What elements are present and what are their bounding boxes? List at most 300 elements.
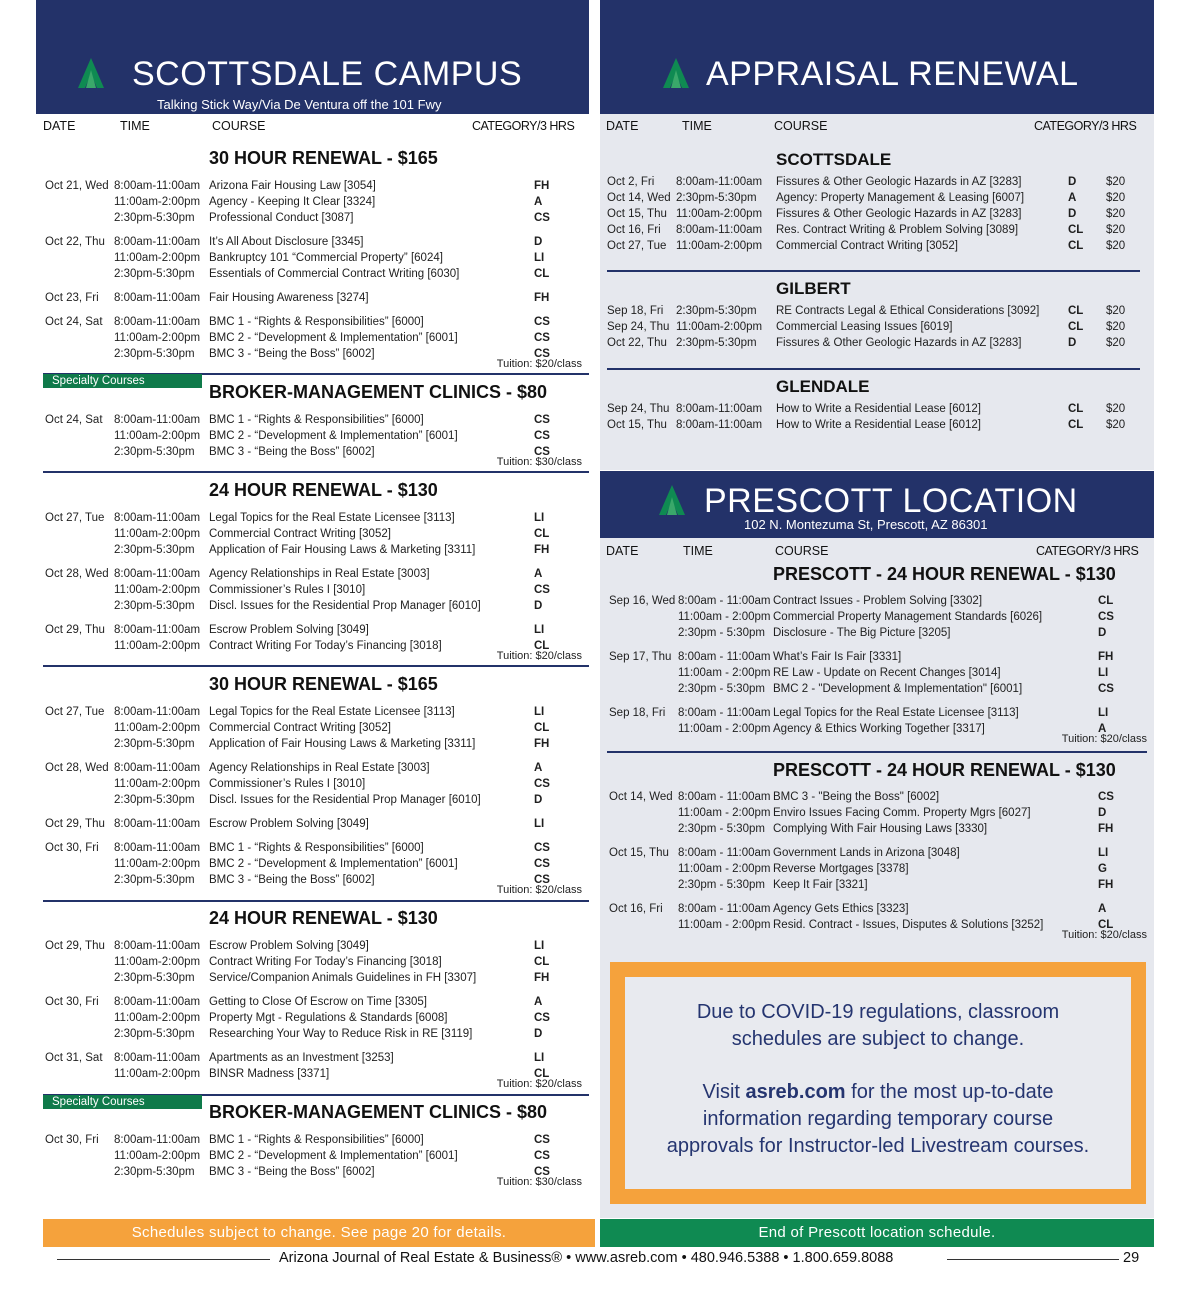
row-course: BMC 2 - “Development & Implementation” [6001] [209, 332, 458, 344]
row-category: LI [534, 1052, 545, 1064]
row-time: 2:30pm-5:30pm [114, 1028, 195, 1040]
row-date: Oct 30, Fri [45, 1134, 99, 1146]
row-category: CL [534, 640, 550, 652]
row-time: 8:00am-11:00am [114, 568, 201, 580]
row-category: CS [534, 778, 550, 790]
row-time: 11:00am - 2:00pm [678, 667, 771, 679]
header-time: TIME [683, 544, 713, 558]
row-category: CS [534, 858, 550, 870]
row-course: Apartments as an Investment [3253] [209, 1052, 394, 1064]
row-category: D [1098, 807, 1107, 819]
row-course: Disclosure - The Big Picture [3205] [773, 627, 951, 639]
row-time: 8:00am-11:00am [676, 176, 763, 188]
table-row [609, 845, 1149, 861]
row-category: FH [1098, 651, 1114, 663]
row-date: Oct 2, Fri [607, 176, 655, 188]
row-course: Service/Companion Animals Guidelines in FH [3307] [209, 972, 477, 984]
table-row [45, 1010, 585, 1026]
row-date: Oct 28, Wed [45, 762, 109, 774]
pine-tree-icon [78, 58, 104, 88]
row-time: 11:00am-2:00pm [676, 321, 763, 333]
row-category: CL [534, 722, 550, 734]
row-course: Agency & Ethics Working Together [3317] [773, 723, 985, 735]
table-row [45, 598, 585, 614]
prescott-column-headers [606, 544, 1152, 560]
pine-tree-icon [663, 58, 689, 88]
row-category: CS [534, 212, 550, 224]
table-row [609, 681, 1149, 697]
row-course: Keep It Fair [3321] [773, 879, 868, 891]
table-row [45, 760, 585, 776]
row-category: CL [1068, 305, 1084, 317]
row-time: 11:00am-2:00pm [676, 208, 763, 220]
table-row [45, 954, 585, 970]
row-time: 11:00am-2:00pm [114, 722, 201, 734]
row-time: 11:00am - 2:00pm [678, 807, 771, 819]
tuition-note: Tuition: $20/class [496, 650, 582, 662]
location-title: GILBERT [776, 279, 851, 298]
table-row [607, 206, 1147, 222]
row-price: $20 [1106, 403, 1126, 415]
row-course: Escrow Problem Solving [3049] [209, 624, 369, 636]
row-date: Oct 30, Fri [45, 996, 99, 1008]
tuition-note: Tuition: $20/class [496, 884, 582, 896]
table-row [45, 250, 585, 266]
row-category: CS [534, 1150, 550, 1162]
header-course: COURSE [775, 544, 829, 558]
section-divider [607, 270, 1140, 272]
row-category: CS [534, 446, 550, 458]
row-course: Contract Writing For Today’s Financing [3018] [209, 956, 442, 968]
row-category: FH [534, 544, 550, 556]
row-time: 2:30pm - 5:30pm [678, 627, 765, 639]
row-date: Oct 16, Fri [609, 903, 663, 915]
row-time: 11:00am-2:00pm [114, 584, 201, 596]
row-course: Reverse Mortgages [3378] [773, 863, 909, 875]
row-course: Fair Housing Awareness [3274] [209, 292, 369, 304]
row-date: Sep 16, Wed [609, 595, 676, 607]
row-course: BMC 3 - “Being the Boss” [6002] [209, 348, 375, 360]
row-category: CS [534, 584, 550, 596]
row-time: 11:00am-2:00pm [114, 332, 201, 344]
table-row [607, 222, 1147, 238]
table-row [607, 417, 1147, 433]
row-course: It’s All About Disclosure [3345] [209, 236, 364, 248]
row-category: CL [534, 268, 550, 280]
table-row [609, 861, 1149, 877]
table-row [45, 1050, 585, 1066]
table-row [609, 789, 1149, 805]
row-time: 8:00am-11:00am [114, 996, 201, 1008]
row-time: 8:00am-11:00am [114, 940, 201, 952]
table-row [607, 319, 1147, 335]
table-row [45, 720, 585, 736]
row-date: Oct 15, Thu [609, 847, 669, 859]
row-category: CL [534, 528, 550, 540]
row-category: D [534, 1028, 543, 1040]
row-course: How to Write a Residential Lease [6012] [776, 419, 981, 431]
row-course: Application of Fair Housing Laws & Marketing [3311] [209, 738, 476, 750]
section-title: BROKER-MANAGEMENT CLINICS - $80 [209, 382, 548, 402]
row-course: Agency Relationships in Real Estate [3003] [209, 568, 430, 580]
tuition-note: Tuition: $20/class [1061, 733, 1147, 745]
row-course: Agency Relationships in Real Estate [3003] [209, 762, 430, 774]
header-time: TIME [682, 119, 712, 133]
row-time: 8:00am-11:00am [114, 316, 201, 328]
notice-line-5: approvals for Instructor-led Livestream courses. [666, 1135, 1090, 1157]
row-course: Resid. Contract - Issues, Disputes & Solutions [3252] [773, 919, 1044, 931]
row-course: Application of Fair Housing Laws & Marketing [3311] [209, 544, 476, 556]
table-row [45, 736, 585, 752]
row-time: 11:00am-2:00pm [114, 196, 201, 208]
header-course: COURSE [212, 119, 266, 133]
section-title: 30 HOUR RENEWAL - $165 [209, 674, 438, 694]
row-date: Oct 30, Fri [45, 842, 99, 854]
row-time: 2:30pm-5:30pm [114, 794, 195, 806]
table-row [607, 174, 1147, 190]
row-time: 8:00am-11:00am [114, 180, 201, 192]
section-divider [43, 665, 589, 667]
table-row [45, 566, 585, 582]
location-title: SCOTTSDALE [776, 150, 892, 169]
row-course: Commercial Contract Writing [3052] [209, 528, 391, 540]
row-time: 2:30pm-5:30pm [676, 305, 757, 317]
row-category: CL [1068, 321, 1084, 333]
table-row [45, 776, 585, 792]
row-course: Fissures & Other Geologic Hazards in AZ [3283] [776, 176, 1022, 188]
row-time: 8:00am-11:00am [114, 624, 201, 636]
row-course: BMC 2 - “Development & Implementation” [6001] [209, 858, 458, 870]
row-course: Government Lands in Arizona [3048] [773, 847, 960, 859]
table-row [45, 314, 585, 330]
row-price: $20 [1106, 192, 1126, 204]
row-course: Enviro Issues Facing Comm. Property Mgrs [6027] [773, 807, 1031, 819]
row-course: Professional Conduct [3087] [209, 212, 354, 224]
row-date: Sep 18, Fri [609, 707, 666, 719]
row-category: FH [1098, 823, 1114, 835]
row-course: RE Contracts Legal & Ethical Considerations [3092] [776, 305, 1040, 317]
column-headers [43, 119, 589, 135]
row-course: Bankruptcy 101 “Commercial Property” [6024] [209, 252, 443, 264]
table-row [609, 625, 1149, 641]
row-time: 2:30pm - 5:30pm [678, 879, 765, 891]
row-time: 11:00am-2:00pm [114, 1150, 201, 1162]
row-date: Oct 27, Tue [45, 706, 105, 718]
header-date: DATE [606, 119, 639, 133]
row-course: BMC 2 - “Development & Implementation” [6001] [209, 430, 458, 442]
row-time: 8:00am-11:00am [114, 512, 201, 524]
row-course: What’s Fair Is Fair [3331] [773, 651, 902, 663]
row-time: 8:00am-11:00am [676, 224, 763, 236]
table-row [45, 266, 585, 282]
row-course: Commissioner’s Rules I [3010] [209, 584, 366, 596]
row-category: LI [1098, 847, 1109, 859]
row-time: 8:00am-11:00am [114, 706, 201, 718]
row-category: LI [534, 940, 545, 952]
row-date: Oct 29, Thu [45, 940, 105, 952]
row-time: 8:00am-11:00am [114, 236, 201, 248]
row-category: FH [534, 972, 550, 984]
table-row [607, 401, 1147, 417]
table-row [609, 877, 1149, 893]
row-course: Agency - Keeping It Clear [3324] [209, 196, 376, 208]
row-time: 8:00am-11:00am [114, 818, 201, 830]
header-date: DATE [606, 544, 639, 558]
row-category: A [534, 196, 543, 208]
row-price: $20 [1106, 337, 1126, 349]
table-row [45, 526, 585, 542]
row-time: 2:30pm-5:30pm [676, 192, 757, 204]
table-row [45, 994, 585, 1010]
appraisal-title: APPRAISAL RENEWAL [706, 55, 1079, 93]
row-date: Oct 29, Thu [45, 624, 105, 636]
table-row [45, 856, 585, 872]
row-category: LI [534, 252, 545, 264]
row-date: Oct 31, Sat [45, 1052, 103, 1064]
row-course: BMC 3 - “Being the Boss” [6002] [209, 874, 375, 886]
row-price: $20 [1106, 321, 1126, 333]
row-time: 11:00am - 2:00pm [678, 723, 771, 735]
row-time: 2:30pm-5:30pm [114, 268, 195, 280]
row-category: FH [534, 738, 550, 750]
row-price: $20 [1106, 176, 1126, 188]
row-date: Oct 16, Fri [607, 224, 661, 236]
table-row [45, 290, 585, 306]
row-time: 8:00am-11:00am [114, 842, 201, 854]
row-category: A [1098, 903, 1107, 915]
row-time: 8:00am - 11:00am [678, 595, 771, 607]
scottsdale-footer-note: Schedules subject to change. See page 20 for details. [43, 1219, 595, 1247]
row-category: CS [534, 332, 550, 344]
row-time: 8:00am-11:00am [114, 414, 201, 426]
row-category: D [1068, 176, 1077, 188]
row-course: BMC 2 - “Development & Implementation” [6001] [209, 1150, 458, 1162]
row-course: BMC 1 - “Rights & Responsibilities” [6000] [209, 316, 424, 328]
table-row [607, 190, 1147, 206]
row-course: Legal Topics for the Real Estate Licensee [3113] [209, 512, 455, 524]
scottsdale-banner [36, 0, 589, 114]
row-time: 11:00am-2:00pm [114, 956, 201, 968]
row-time: 8:00am - 11:00am [678, 707, 771, 719]
notice-line-1: Due to COVID-19 regulations, classroom [696, 1001, 1060, 1023]
row-category: FH [534, 180, 550, 192]
row-price: $20 [1106, 305, 1126, 317]
table-row [45, 1026, 585, 1042]
section-divider [607, 368, 1140, 370]
table-row [45, 510, 585, 526]
row-date: Oct 21, Wed [45, 180, 109, 192]
row-category: CS [534, 842, 550, 854]
row-time: 2:30pm-5:30pm [114, 544, 195, 556]
row-time: 11:00am-2:00pm [114, 640, 201, 652]
row-category: A [534, 568, 543, 580]
row-time: 8:00am-11:00am [114, 1134, 201, 1146]
table-row [609, 649, 1149, 665]
row-course: Legal Topics for the Real Estate Licensee [3113] [773, 707, 1019, 719]
notice-line-3: Visit asreb.com for the most up-to-date [702, 1081, 1054, 1103]
row-course: Fissures & Other Geologic Hazards in AZ [3283] [776, 208, 1022, 220]
table-row [45, 938, 585, 954]
row-category: A [534, 762, 543, 774]
row-course: BMC 1 - “Rights & Responsibilities” [6000] [209, 1134, 424, 1146]
row-category: D [1068, 208, 1077, 220]
row-date: Sep 24, Thu [607, 321, 670, 333]
table-row [45, 704, 585, 720]
table-row [45, 194, 585, 210]
row-time: 11:00am-2:00pm [114, 1012, 201, 1024]
table-row [609, 665, 1149, 681]
section-title: PRESCOTT - 24 HOUR RENEWAL - $130 [773, 760, 1116, 780]
row-category: CL [534, 956, 550, 968]
row-time: 8:00am - 11:00am [678, 847, 771, 859]
page-number: 29 [1123, 1250, 1140, 1266]
covid-notice [610, 962, 1146, 1204]
campus-address: Talking Stick Way/Via De Ventura off the 101 Fwy [157, 97, 442, 112]
row-date: Oct 14, Wed [609, 791, 673, 803]
table-row [609, 705, 1149, 721]
table-row [607, 335, 1147, 351]
row-time: 2:30pm - 5:30pm [678, 683, 765, 695]
row-time: 2:30pm-5:30pm [114, 212, 195, 224]
specialty-courses-tag: Specialty Courses [43, 1095, 202, 1109]
row-category: LI [1098, 667, 1109, 679]
row-time: 11:00am-2:00pm [114, 528, 201, 540]
section-title: PRESCOTT - 24 HOUR RENEWAL - $130 [773, 564, 1116, 584]
notice-line-4: information regarding temporary course [702, 1108, 1054, 1130]
row-category: CL [1068, 419, 1084, 431]
row-category: LI [534, 818, 545, 830]
table-row [45, 542, 585, 558]
prescott-banner [600, 471, 1154, 538]
row-category: CS [534, 1134, 550, 1146]
table-row [45, 970, 585, 986]
row-course: BMC 3 - “Being the Boss” [6002] [209, 1166, 375, 1178]
row-date: Oct 22, Thu [45, 236, 105, 248]
section-title: 24 HOUR RENEWAL - $130 [209, 908, 438, 928]
row-time: 2:30pm-5:30pm [114, 738, 195, 750]
header-category: CATEGORY/3 HRS [1034, 119, 1137, 133]
table-row [45, 412, 585, 428]
row-course: Property Mgt - Regulations & Standards [6008] [209, 1012, 448, 1024]
row-date: Oct 24, Sat [45, 414, 103, 426]
row-course: Fissures & Other Geologic Hazards in AZ [3283] [776, 337, 1022, 349]
row-category: FH [534, 292, 550, 304]
table-row [45, 330, 585, 346]
table-row [609, 593, 1149, 609]
row-time: 2:30pm-5:30pm [114, 446, 195, 458]
row-time: 11:00am-2:00pm [114, 252, 201, 264]
row-course: Arizona Fair Housing Law [3054] [209, 180, 376, 192]
appraisal-banner [600, 0, 1154, 114]
covid-notice-text [625, 977, 1131, 1189]
row-category: CS [534, 874, 550, 886]
table-row [607, 303, 1147, 319]
table-row [609, 821, 1149, 837]
table-row [45, 840, 585, 856]
row-category: LI [534, 512, 545, 524]
row-time: 8:00am-11:00am [676, 403, 763, 415]
header-course: COURSE [774, 119, 828, 133]
row-course: Commissioner’s Rules I [3010] [209, 778, 366, 790]
notice-line-2: schedules are subject to change. [731, 1028, 1025, 1050]
row-price: $20 [1106, 224, 1126, 236]
page-footer-text: Arizona Journal of Real Estate & Business® • www.asreb.com • 480.946.5388 • 1.800.659.8088 [279, 1250, 894, 1266]
table-row [45, 622, 585, 638]
row-category: FH [1098, 879, 1114, 891]
row-course: Contract Issues - Problem Solving [3302] [773, 595, 983, 607]
row-category: CS [534, 316, 550, 328]
section-divider [43, 471, 589, 473]
row-time: 8:00am - 11:00am [678, 903, 771, 915]
row-time: 2:30pm-5:30pm [114, 348, 195, 360]
section-title: 24 HOUR RENEWAL - $130 [209, 480, 438, 500]
row-course: RE Law - Update on Recent Changes [3014] [773, 667, 1001, 679]
prescott-title: PRESCOTT LOCATION [704, 482, 1078, 520]
row-category: D [534, 600, 543, 612]
table-row [45, 428, 585, 444]
row-course: BMC 1 - “Rights & Responsibilities” [6000] [209, 842, 424, 854]
row-category: CS [534, 1012, 550, 1024]
table-row [45, 816, 585, 832]
row-time: 11:00am - 2:00pm [678, 611, 771, 623]
row-time: 2:30pm-5:30pm [114, 972, 195, 984]
row-time: 2:30pm-5:30pm [114, 1166, 195, 1178]
row-category: A [1098, 723, 1107, 735]
row-time: 2:30pm-5:30pm [676, 337, 757, 349]
footer-rule-left [57, 1259, 270, 1260]
row-category: CS [534, 430, 550, 442]
appraisal-column-headers [606, 119, 1152, 135]
row-category: CL [1068, 403, 1084, 415]
row-date: Oct 14, Wed [607, 192, 671, 204]
row-course: BMC 3 - "Being the Boss" [6002] [773, 791, 940, 803]
header-category: CATEGORY/3 HRS [1036, 544, 1139, 558]
row-category: CL [1098, 595, 1114, 607]
tuition-note: Tuition: $20/class [496, 358, 582, 370]
row-category: CS [534, 414, 550, 426]
row-course: Researching Your Way to Reduce Risk in RE [3119] [209, 1028, 473, 1040]
row-time: 2:30pm-5:30pm [114, 600, 195, 612]
table-row [45, 1148, 585, 1164]
row-course: Escrow Problem Solving [3049] [209, 818, 369, 830]
row-price: $20 [1106, 240, 1126, 252]
header-category: CATEGORY/3 HRS [472, 119, 575, 133]
row-course: BMC 1 - “Rights & Responsibilities” [6000] [209, 414, 424, 426]
table-row [609, 805, 1149, 821]
asreb-link[interactable]: asreb.com [745, 1081, 846, 1103]
row-course: Complying With Fair Housing Laws [3330] [773, 823, 988, 835]
row-category: LI [1098, 707, 1109, 719]
prescott-address: 102 N. Montezuma St, Prescott, AZ 86301 [744, 517, 988, 532]
row-category: LI [534, 706, 545, 718]
row-date: Oct 28, Wed [45, 568, 109, 580]
table-row [45, 178, 585, 194]
row-course: Getting to Close Of Escrow on Time [3305] [209, 996, 427, 1008]
tuition-note: Tuition: $20/class [1061, 929, 1147, 941]
row-course: Essentials of Commercial Contract Writing [6030] [209, 268, 460, 280]
location-title: GLENDALE [776, 377, 870, 396]
row-time: 11:00am - 2:00pm [678, 863, 771, 875]
row-course: Agency Gets Ethics [3323] [773, 903, 909, 915]
section-divider [607, 751, 1147, 753]
row-course: Commercial Property Management Standards [6026] [773, 611, 1043, 623]
table-row [45, 210, 585, 226]
row-category: CS [1098, 683, 1114, 695]
row-time: 11:00am-2:00pm [114, 430, 201, 442]
row-course: Discl. Issues for the Residential Prop Manager [6010] [209, 600, 481, 612]
row-date: Oct 15, Thu [607, 419, 667, 431]
row-category: CL [1068, 224, 1084, 236]
